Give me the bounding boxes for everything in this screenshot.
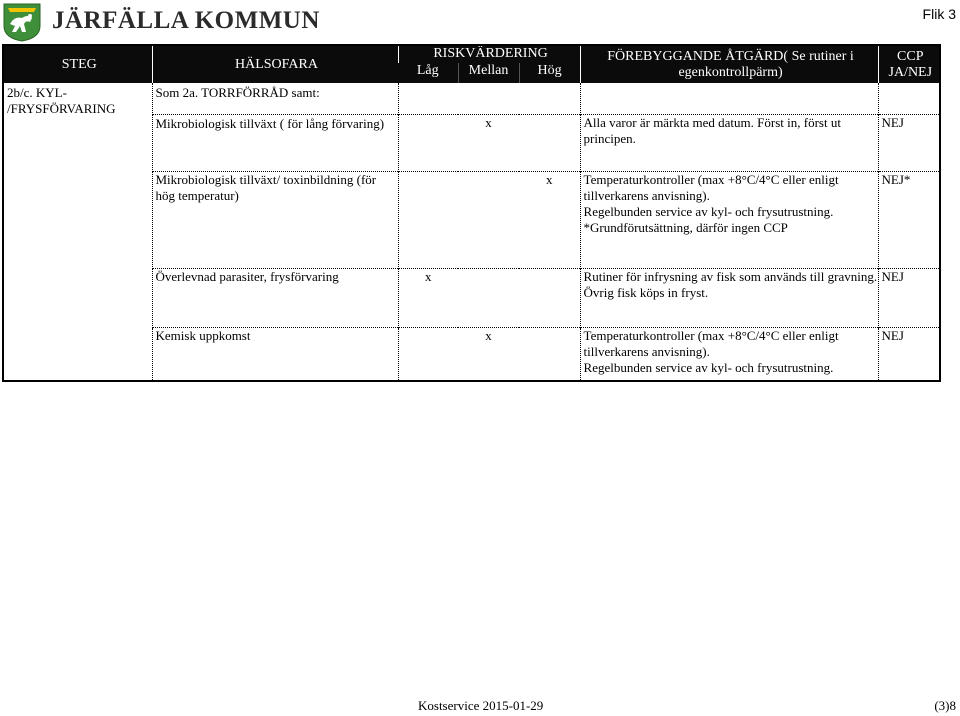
hazard-cell: Överlevnad parasiter, frysförvaring xyxy=(152,268,398,327)
empty-cell xyxy=(398,83,458,114)
action-cell xyxy=(580,171,878,268)
mellan-cell xyxy=(458,268,519,327)
action-note: *Grundförutsättning, därför ingen CCP xyxy=(583,219,788,235)
steg-label xyxy=(3,83,152,381)
hazard-cell: Mikrobiologisk tillväxt ( för lång förvaring) xyxy=(152,114,398,171)
lag-cell: x xyxy=(398,268,458,327)
hog-cell xyxy=(519,327,580,381)
header-forebyggande-line2: egenkontrollpärm) xyxy=(678,64,783,80)
header-steg: STEG xyxy=(3,45,152,83)
section-title: Som 2a. TORRFÖRRÅD samt: xyxy=(152,83,398,114)
org-name: JÄRFÄLLA KOMMUN xyxy=(52,7,320,34)
ccp-cell: NEJ xyxy=(878,327,940,381)
jarfalla-logo-icon xyxy=(2,2,42,42)
action-text: Temperaturkontroller (max +8°C/4°C eller enligt tillverkarens anvisning). xyxy=(583,171,839,203)
action-text: Rutiner för infrysning av fisk som används till gravning. xyxy=(583,268,878,284)
action-cell xyxy=(580,268,878,327)
action-cell xyxy=(580,327,878,381)
ccp-cell: NEJ xyxy=(878,268,940,327)
hazard-cell: Mikrobiologisk tillväxt/ toxinbildning (för hög temperatur) xyxy=(152,171,398,268)
ccp-cell: NEJ xyxy=(878,114,940,171)
header-forebyggande xyxy=(580,45,878,83)
hog-cell xyxy=(519,114,580,171)
lag-cell xyxy=(398,327,458,381)
action-cell: Alla varor är märkta med datum. Först in, först ut principen. xyxy=(580,114,878,171)
header-hog: Hög xyxy=(519,63,580,83)
lag-cell xyxy=(398,171,458,268)
flik-label: Flik 3 xyxy=(922,6,956,22)
mellan-cell: x xyxy=(458,327,519,381)
page-number: (3)8 xyxy=(934,698,956,713)
header-halsofara: HÄLSOFARA xyxy=(152,45,398,83)
steg-label-line2: /FRYSFÖRVARING xyxy=(7,101,116,116)
action-text: Övrig fisk köps in fryst. xyxy=(583,284,709,300)
ccp-cell: NEJ* xyxy=(878,171,940,268)
hog-cell xyxy=(519,268,580,327)
empty-cell xyxy=(458,83,519,114)
empty-cell xyxy=(580,83,878,114)
header-ccp-line2: JA/NEJ xyxy=(888,64,933,80)
header-riskvardering: RISKVÄRDERING xyxy=(398,45,580,63)
empty-cell xyxy=(519,83,580,114)
action-text: Temperaturkontroller (max +8°C/4°C eller enligt tillverkarens anvisning). xyxy=(583,327,839,359)
lag-cell xyxy=(398,114,458,171)
hog-cell: x xyxy=(519,171,580,268)
hazard-cell: Kemisk uppkomst xyxy=(152,327,398,381)
empty-cell xyxy=(878,83,940,114)
steg-label-line1: 2b/c. KYL- xyxy=(7,85,67,100)
action-text: Regelbunden service av kyl- och frysutrustning. xyxy=(583,359,834,375)
action-text: Regelbunden service av kyl- och frysutrustning. xyxy=(583,203,834,219)
header-ccp xyxy=(878,45,940,83)
header-lag: Låg xyxy=(398,63,458,83)
footer-date: Kostservice 2015-01-29 xyxy=(418,698,544,713)
mellan-cell: x xyxy=(458,114,519,171)
header-mellan: Mellan xyxy=(458,63,519,83)
header-forebyggande-line1: FÖREBYGGANDE ÅTGÄRD( Se rutiner i xyxy=(607,48,854,64)
haccp-table xyxy=(2,44,941,382)
header-ccp-line1: CCP xyxy=(897,48,924,64)
mellan-cell xyxy=(458,171,519,268)
